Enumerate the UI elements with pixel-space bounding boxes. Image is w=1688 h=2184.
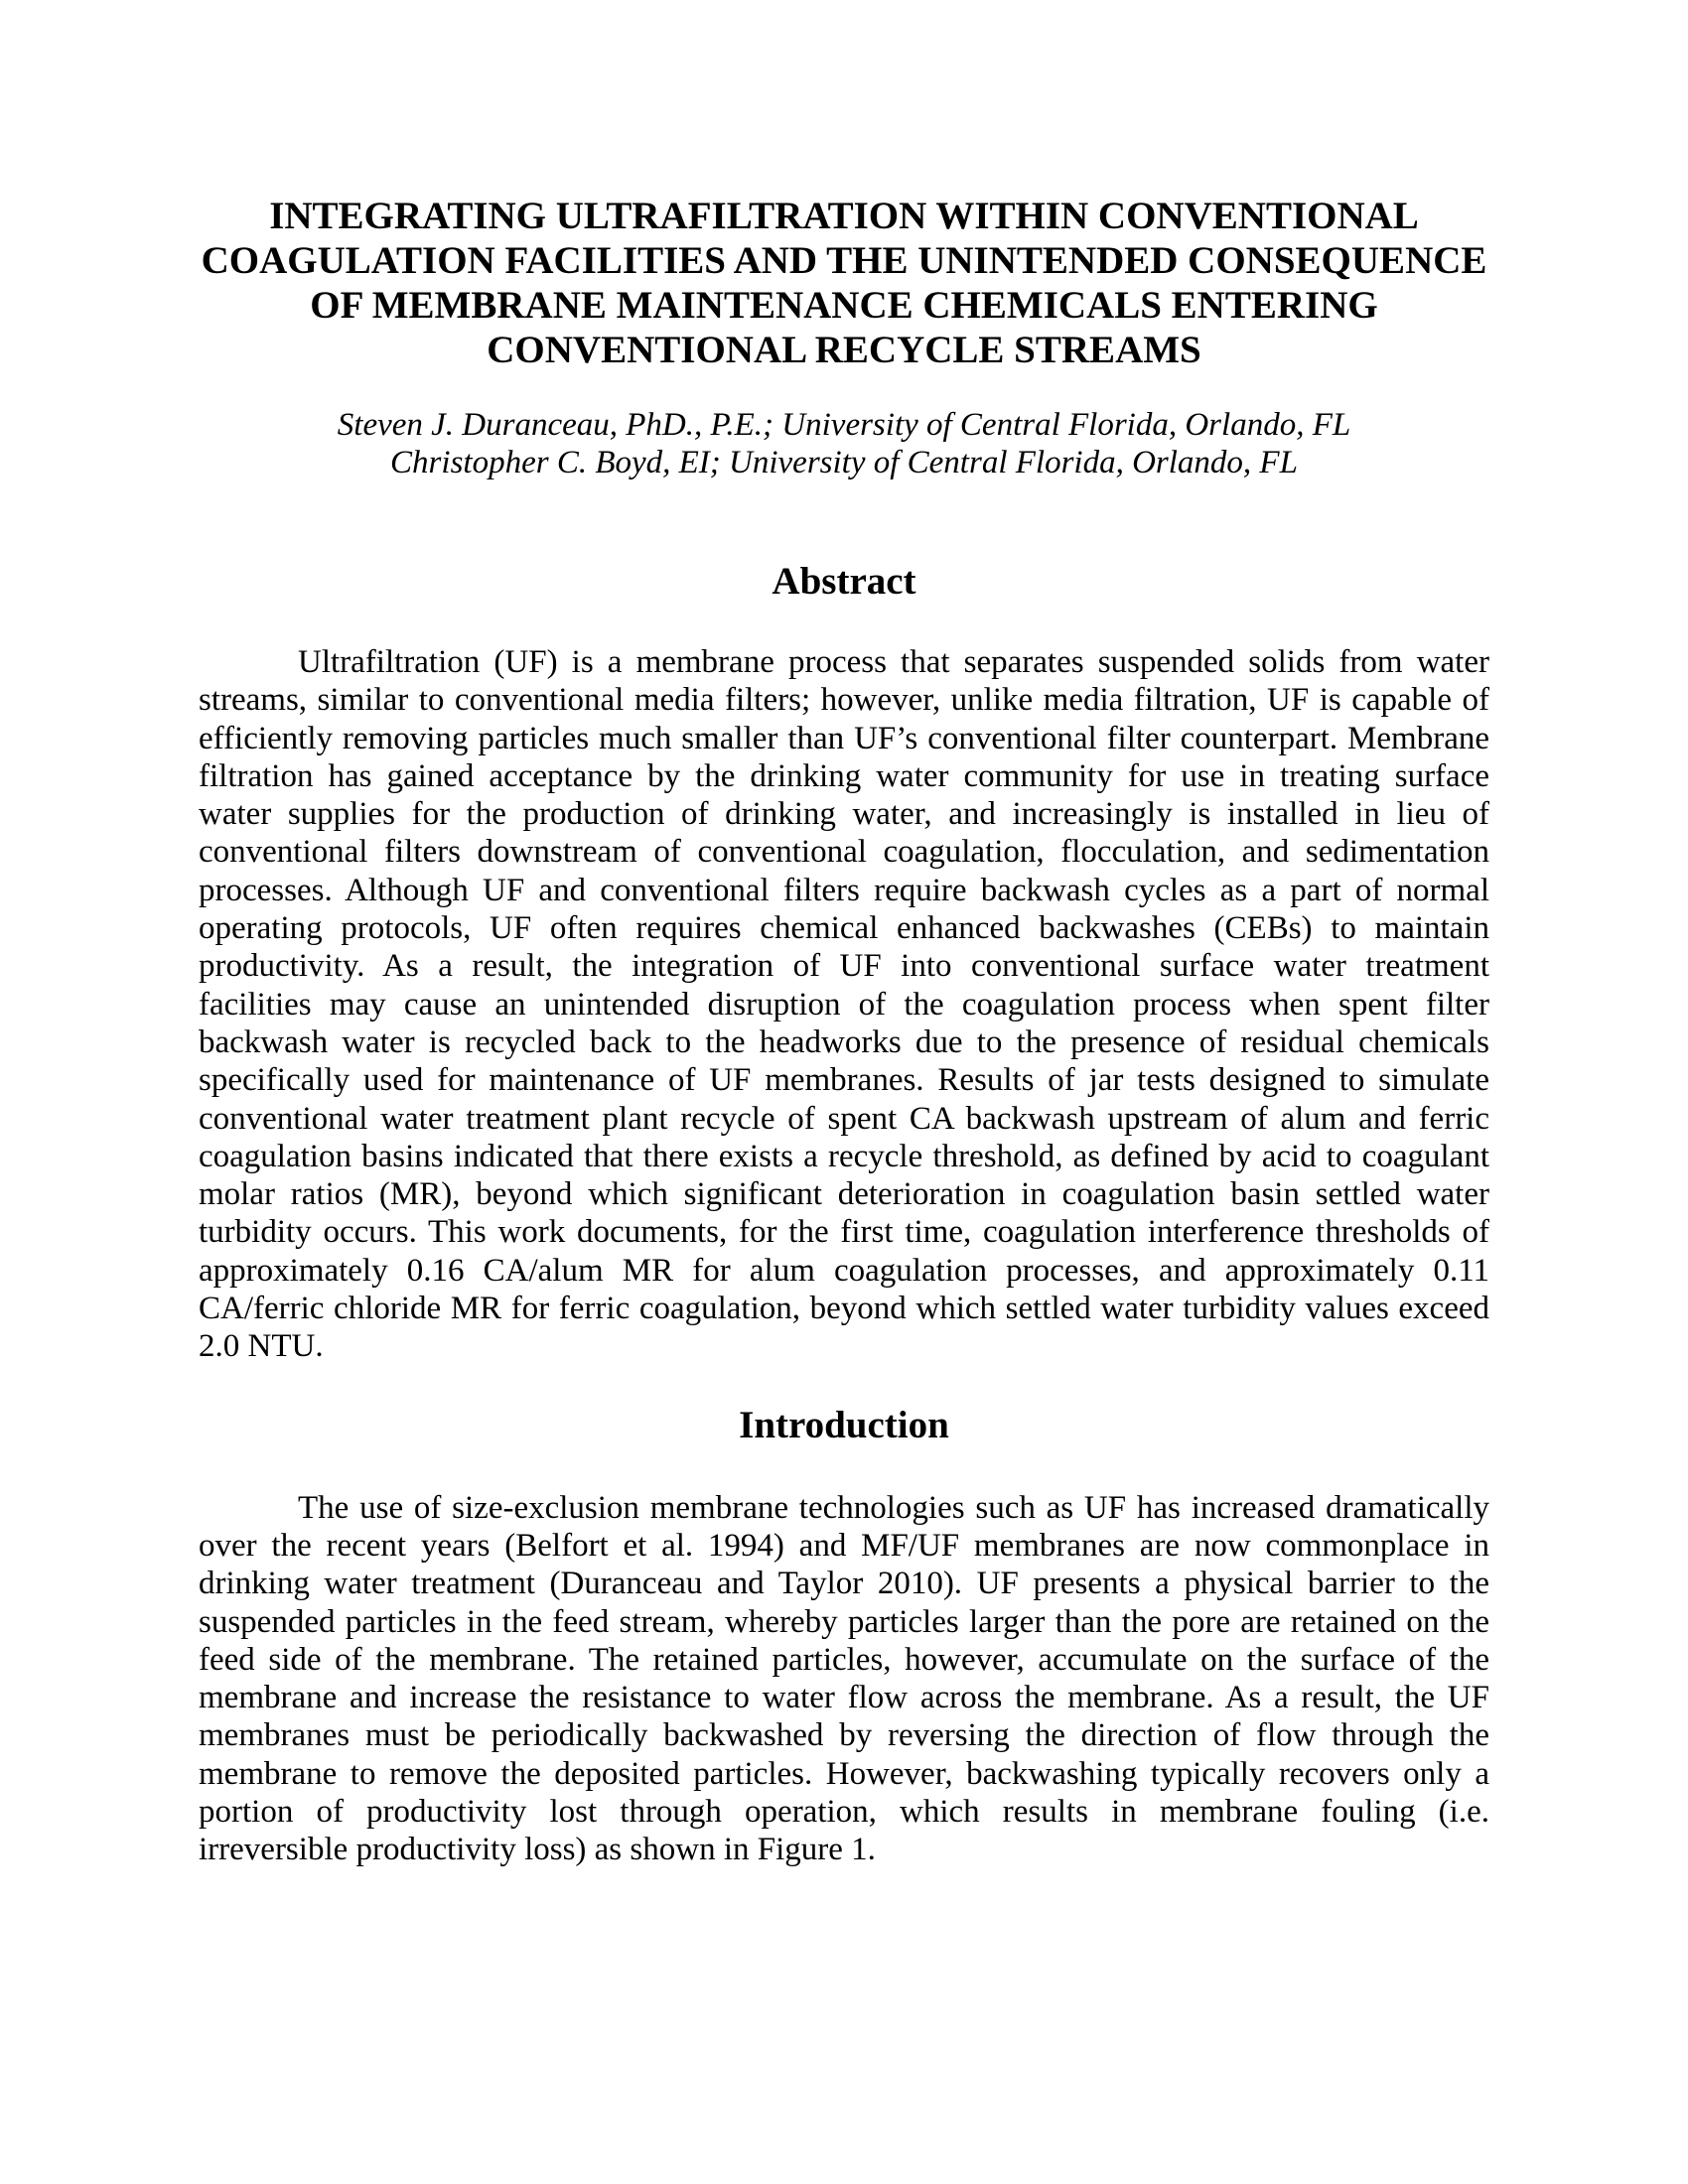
- author-line-1: Steven J. Duranceau, PhD., P.E.; University of Central Florida, Orlando, FL: [337, 407, 1351, 443]
- text-line: over the recent years (Belfort et al. 1994) and MF/UF membranes are now commonplace in: [199, 1527, 1489, 1564]
- text-line: backwash water is recycled back to the headworks due to the presence of residual chemicals: [199, 1024, 1489, 1060]
- author-line-2: Christopher C. Boyd, EI; University of Central Florida, Orlando, FL: [390, 445, 1298, 480]
- text-line: coagulation basins indicated that there exists a recycle threshold, as defined by acid to coagulant: [199, 1138, 1489, 1174]
- introduction-paragraph: [199, 1489, 1489, 1869]
- text-line: operating protocols, UF often requires chemical enhanced backwashes (CEBs) to maintain: [199, 910, 1489, 947]
- title-line-3: OF MEMBRANE MAINTENANCE CHEMICALS ENTERING: [310, 284, 1378, 327]
- text-line: membrane and increase the resistance to water flow across the membrane. As a result, the UF: [199, 1680, 1489, 1716]
- author-block: [199, 406, 1489, 481]
- text-line: facilities may cause an unintended disruption of the coagulation process when spent filter: [199, 986, 1489, 1023]
- text-line: irreversible productivity loss) as shown in Figure 1.: [199, 1832, 876, 1868]
- text-line: conventional filters downstream of conventional coagulation, flocculation, and sedimentation: [199, 834, 1489, 871]
- abstract-heading: Abstract: [772, 560, 916, 603]
- abstract-paragraph: [199, 643, 1489, 1366]
- text-line: specifically used for maintenance of UF membranes. Results of jar tests designed to simulate: [199, 1062, 1489, 1099]
- text-line: suspended particles in the feed stream, whereby particles larger than the pore are retained on the: [199, 1603, 1489, 1640]
- text-line: Ultrafiltration (UF) is a membrane process that separates suspended solids from water: [298, 644, 1489, 680]
- text-line: drinking water treatment (Duranceau and Taylor 2010). UF presents a physical barrier to the: [199, 1566, 1489, 1602]
- text-line: approximately 0.16 CA/alum MR for alum coagulation processes, and approximately 0.11: [199, 1252, 1489, 1289]
- text-line: productivity. As a result, the integration of UF into conventional surface water treatment: [199, 948, 1489, 985]
- paper-title: [199, 194, 1489, 372]
- text-line: CA/ferric chloride MR for ferric coagulation, beyond which settled water turbidity values exceed: [199, 1291, 1489, 1327]
- text-line: membrane to remove the deposited particles. However, backwashing typically recovers only a: [199, 1755, 1489, 1792]
- text-line: membranes must be periodically backwashed by reversing the direction of flow through the: [199, 1717, 1489, 1754]
- text-line: The use of size-exclusion membrane technologies such as UF has increased dramatically: [298, 1489, 1489, 1526]
- text-line: molar ratios (MR), beyond which significant deterioration in coagulation basin settled water: [199, 1176, 1489, 1213]
- text-line: efficiently removing particles much smaller than UF’s conventional filter counterpart. Membrane: [199, 720, 1489, 756]
- text-line: water supplies for the production of drinking water, and increasingly is installed in lieu of: [199, 796, 1489, 833]
- text-line: streams, similar to conventional media filters; however, unlike media filtration, UF is capable of: [199, 682, 1489, 719]
- text-line: feed side of the membrane. The retained particles, however, accumulate on the surface of the: [199, 1641, 1489, 1678]
- text-line: 2.0 NTU.: [199, 1328, 324, 1365]
- text-line: turbidity occurs. This work documents, for the first time, coagulation interference thresholds of: [199, 1214, 1489, 1251]
- title-line-2: COAGULATION FACILITIES AND THE UNINTENDED CONSEQUENCE: [201, 239, 1487, 282]
- text-line: filtration has gained acceptance by the drinking water community for use in treating surface: [199, 757, 1489, 794]
- text-line: portion of productivity lost through operation, which results in membrane fouling (i.e.: [199, 1794, 1489, 1831]
- title-line-1: INTEGRATING ULTRAFILTRATION WITHIN CONVENTIONAL: [269, 195, 1419, 237]
- text-line: conventional water treatment plant recycle of spent CA backwash upstream of alum and ferric: [199, 1100, 1489, 1137]
- text-line: processes. Although UF and conventional filters require backwash cycles as a part of normal: [199, 872, 1489, 908]
- title-line-4: CONVENTIONAL RECYCLE STREAMS: [487, 329, 1201, 371]
- introduction-heading: Introduction: [739, 1403, 949, 1446]
